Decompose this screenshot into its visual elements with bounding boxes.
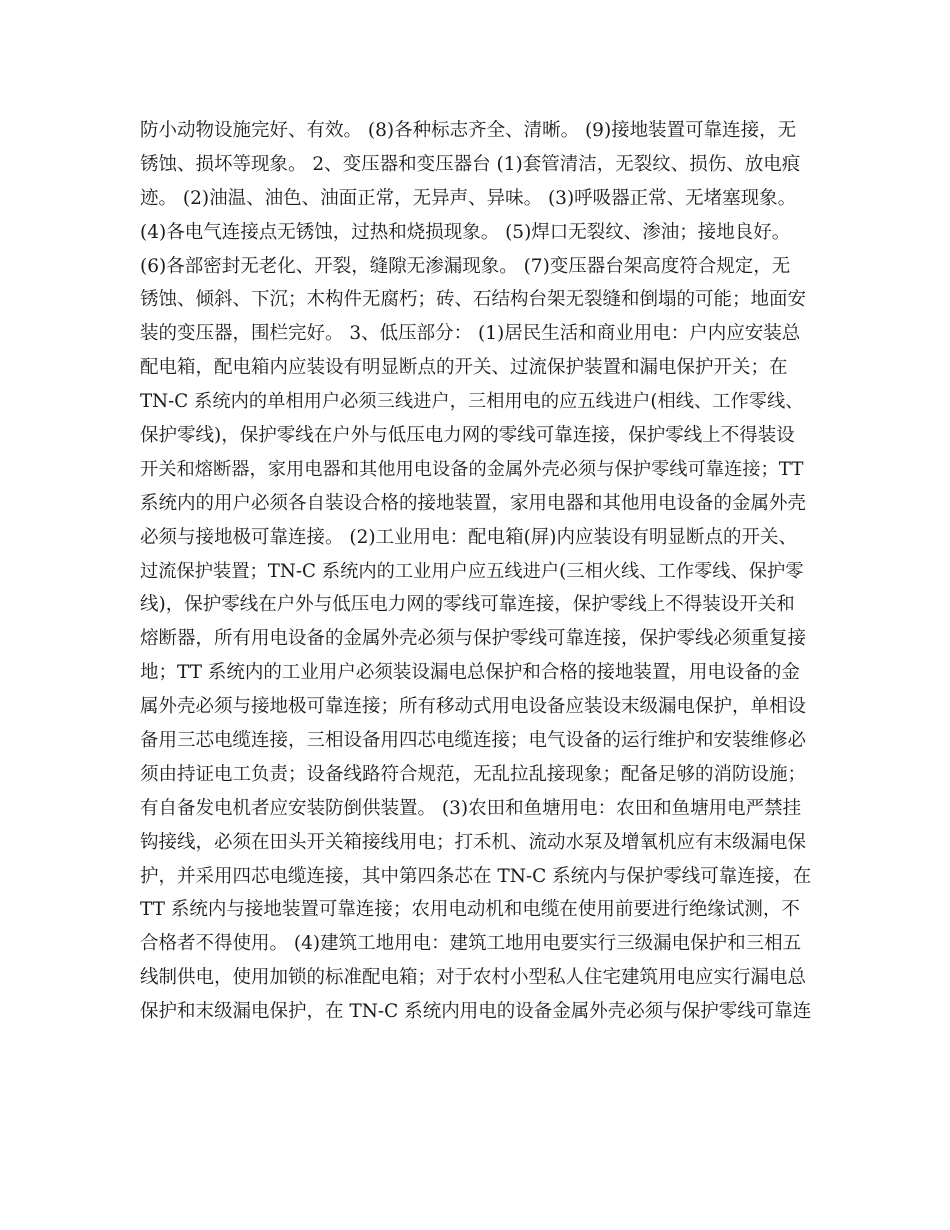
text-line: 备用三芯电缆连接，三相设备用四芯电缆连接；电气设备的运行维护和安装维修必 <box>140 730 807 752</box>
text-line: 地；TT 系统内的工业用户必须装设漏电总保护和合格的接地装置，用电设备的金 <box>140 662 800 684</box>
text-line: 配电箱，配电箱内应装设有明显断点的开关、过流保护装置和漏电保护开关；在 <box>140 357 788 379</box>
text-line: TN-C 系统内的单相用户必须三线进户，三相用电的应五线进户(相线、工作零线、 <box>140 391 804 413</box>
text-line: 线制供电，使用加锁的标准配电箱；对于农村小型私人住宅建筑用电应实行漏电总 <box>140 967 807 989</box>
text-line: 防小动物设施完好、有效。 (8)各种标志齐全、清晰。 (9)接地装置可靠连接，无 <box>140 120 797 141</box>
text-line: (6)各部密封无老化、开裂，缝隙无渗漏现象。 (7)变压器台架高度符合规定，无 <box>140 255 791 277</box>
text-line: TT 系统内与接地装置可靠连接；农用电动机和电缆在使用前要进行绝缘试测，不 <box>140 899 800 921</box>
text-line: 保护和末级漏电保护，在 TN-C 系统内用电的设备金属外壳必须与保护零线可靠连 <box>140 1001 812 1023</box>
body-text <box>140 114 812 1029</box>
text-line: 合格者不得使用。 (4)建筑工地用电：建筑工地用电要实行三级漏电保护和三相五 <box>140 933 802 955</box>
text-line: 护，并采用四芯电缆连接，其中第四条芯在 TN-C 系统内与保护零线可靠连接，在 <box>140 865 812 887</box>
text-line: 保护零线)，保护零线在户外与低压电力网的零线可靠连接，保护零线上不得装设 <box>140 425 795 447</box>
text-line: 线)，保护零线在户外与低压电力网的零线可靠连接，保护零线上不得装设开关和 <box>140 594 795 616</box>
text-line: 属外壳必须与接地极可靠连接；所有移动式用电设备应装设末级漏电保护，单相设 <box>140 696 807 718</box>
text-line: 装的变压器，围栏完好。 3、低压部分： (1)居民生活和商业用电：户内应安装总 <box>140 323 801 345</box>
text-line: (4)各电气连接点无锈蚀，过热和烧损现象。 (5)焊口无裂纹、渗油；接地良好。 <box>140 221 791 243</box>
text-line: 锈蚀、损坏等现象。 2、变压器和变压器台 (1)套管清洁，无裂纹、损伤、放电痕 <box>140 153 801 175</box>
text-line: 过流保护装置；TN-C 系统内的工业用户应五线进户(三相火线、工作零线、保护零 <box>140 560 804 582</box>
text-line: 必须与接地极可靠连接。 (2)工业用电：配电箱(屏)内应装设有明显断点的开关、 <box>140 526 798 548</box>
text-line: 锈蚀、倾斜、下沉；木构件无腐朽；砖、石结构台架无裂缝和倒塌的可能；地面安 <box>140 289 807 311</box>
text-line: 有自备发电机者应安装防倒供装置。 (3)农田和鱼塘用电：农田和鱼塘用电严禁挂 <box>140 797 802 819</box>
text-line: 钩接线，必须在田头开关箱接线用电；打禾机、流动水泵及增氧机应有末级漏电保 <box>140 831 807 853</box>
text-line: 开关和熔断器，家用电器和其他用电设备的金属外壳必须与保护零线可靠连接；TT <box>140 458 804 480</box>
text-line: 迹。 (2)油温、油色、油面正常，无异声、异味。 (3)呼吸器正常、无堵塞现象。 <box>140 187 797 209</box>
text-line: 熔断器，所有用电设备的金属外壳必须与保护零线可靠连接，保护零线必须重复接 <box>140 628 807 650</box>
text-line: 须由持证电工负责；设备线路符合规范，无乱拉乱接现象；配备足够的消防设施； <box>140 763 807 785</box>
text-line: 系统内的用户必须各自装设合格的接地装置，家用电器和其他用电设备的金属外壳 <box>140 492 807 514</box>
